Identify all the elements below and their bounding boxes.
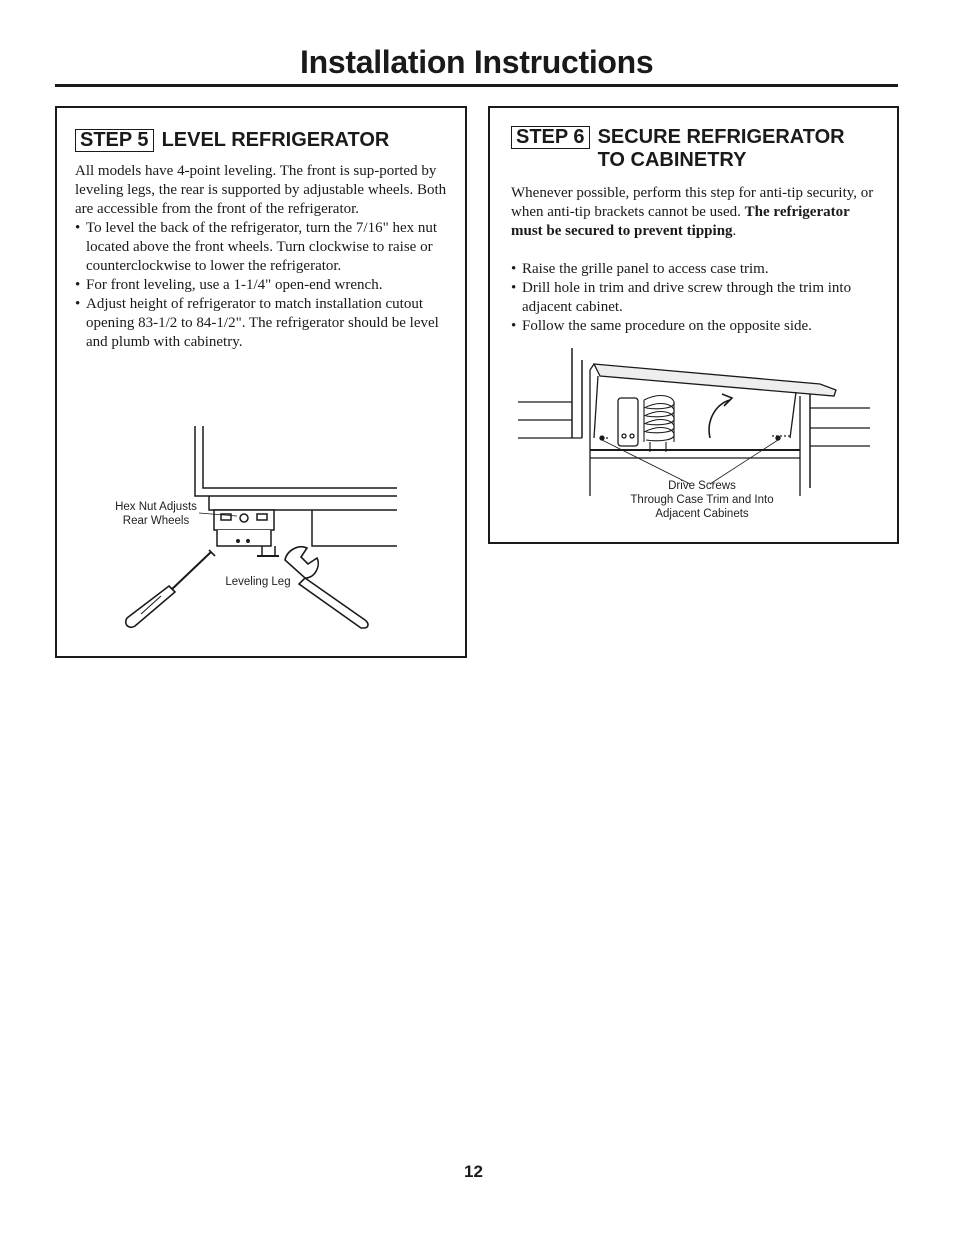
step6-intro-end: . [732,223,737,239]
step5-bullet-1: • To level the back of the refrigerator, turn the 7/16" hex nut located above the front wheels. Turn clockwise to raise or counterclockwise to lower the refrigerator. [75,219,447,276]
page-title: Installation Instructions [300,44,654,80]
step5-label: STEP 5 [75,129,154,152]
step5-panel [55,106,467,658]
leveling-leg-label: Leveling Leg [225,576,291,588]
step6-title: SECURE REFRIGERATOR TO CABINETRY [597,126,845,171]
cabinet-illustration [490,108,897,542]
screw-leader-left [602,440,690,484]
leveling-illustration [57,108,465,656]
grille-support-left [594,376,598,438]
step6-intro-bold: The refrigerator must be secured to prevent tipping [511,204,850,239]
drive-screw-right-icon [776,436,780,440]
step6-intro-text: Whenever possible, perform this step for anti-tip security, or when anti-tip brackets cannot be used. [511,185,874,220]
grille-support-right [790,392,796,438]
title-rule [55,84,898,87]
step5-intro: All models have 4-point leveling. The front is sup-ported by leveling legs, the rear is supported by adjustable wheels. Both are accessible from the front of the refrigerator. [75,163,447,217]
page-number: 12 [464,1162,483,1181]
condenser-coils-icon [644,396,674,452]
step5-bullet-2: • For front leveling, use a 1-1/4" open-end wrench. [75,276,447,295]
step6-bullet-2: • Drill hole in trim and drive screw through the trim into adjacent cabinet. [511,279,881,317]
compressor-icon [618,398,638,446]
step6-label: STEP 6 [511,126,590,149]
fridge-outline-outer [195,426,397,496]
step6-panel [488,106,899,544]
step5-title: LEVEL REFRIGERATOR [161,129,390,151]
raise-arrow-icon [709,400,730,438]
step6-bullet-1: • Raise the grille panel to access case trim. [511,260,881,279]
screw-leader-right [710,440,778,484]
step6-bullet-3: • Follow the same procedure on the opposite side. [511,317,881,336]
fridge-outline-inner [203,426,397,488]
fridge-base [209,496,397,510]
floor-line [312,510,397,546]
grille-panel [594,364,836,396]
step5-bullet-3: • Adjust height of refrigerator to match installation cutout opening 83-1/2 to 84-1/2". The refrigerator should be level and plumb with cabinetry. [75,295,447,352]
wrench-icon [285,547,368,628]
drive-screws-label: Drive Screws Through Case Trim and Into Adjacent Cabinets [630,480,774,520]
drive-screw-left-icon [600,436,604,440]
screwdriver-icon [126,550,215,627]
hex-nut-label: Hex Nut Adjusts Rear Wheels [115,501,197,527]
